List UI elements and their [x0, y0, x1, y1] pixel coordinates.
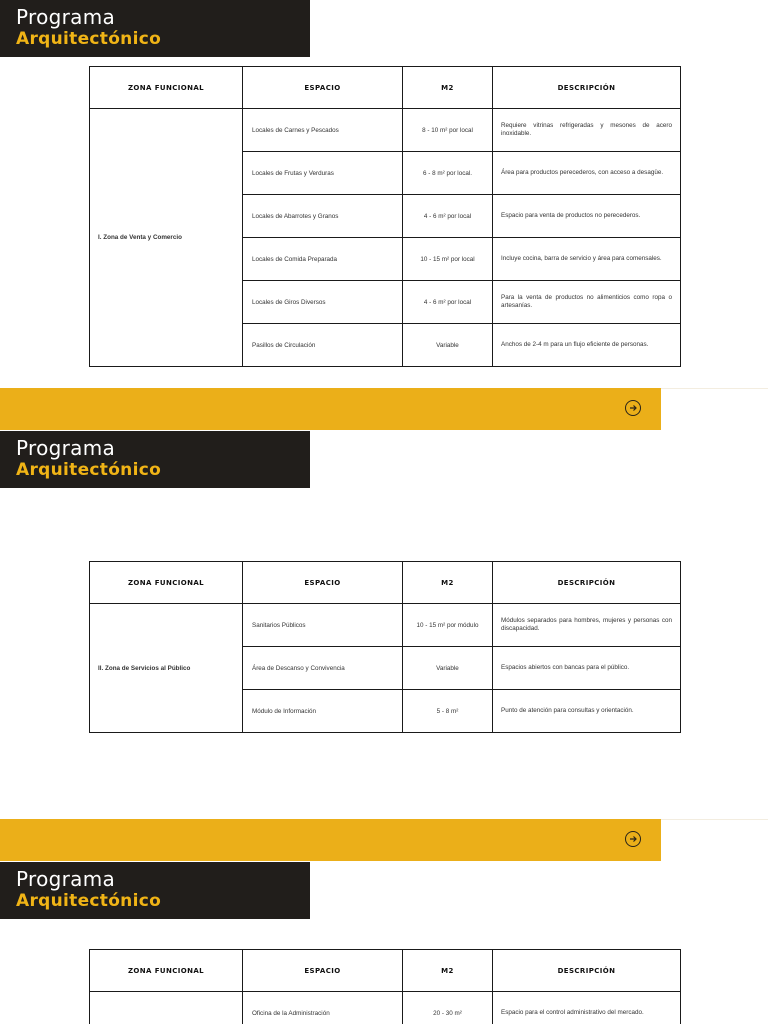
- m2-cell: 4 - 6 m² por local: [403, 195, 493, 238]
- accent-band: [0, 388, 661, 430]
- descripcion-cell: Anchos de 2-4 m para un flujo eficiente de personas.: [493, 324, 681, 367]
- espacio-cell: Locales de Frutas y Verduras: [243, 152, 403, 195]
- header-espacio: ESPACIO: [243, 950, 403, 992]
- header-descripcion: DESCRIPCIÓN: [493, 950, 681, 992]
- m2-cell: 6 - 8 m² por local.: [403, 152, 493, 195]
- descripcion-cell: Espacios abiertos con bancas para el público.: [493, 647, 681, 690]
- descripcion-cell: Incluye cocina, barra de servicio y área para comensales.: [493, 238, 681, 281]
- descripcion-cell: Requiere vitrinas refrigeradas y mesones de acero inoxidable.: [493, 109, 681, 152]
- table-header-row: [90, 67, 681, 109]
- espacio-cell: Área de Descanso y Convivencia: [243, 647, 403, 690]
- descripcion-cell: Espacio para el control administrativo del mercado.: [493, 992, 681, 1024]
- arrow-right-circle-icon[interactable]: [625, 831, 641, 847]
- table-header-row: [90, 950, 681, 992]
- header-espacio: ESPACIO: [243, 67, 403, 109]
- accent-band: [0, 819, 661, 861]
- title-line-1: Programa: [16, 436, 116, 460]
- espacio-cell: Locales de Giros Diversos: [243, 281, 403, 324]
- m2-cell: 10 - 15 m² por local: [403, 238, 493, 281]
- espacio-cell: Locales de Comida Preparada: [243, 238, 403, 281]
- m2-cell: 4 - 6 m² por local: [403, 281, 493, 324]
- m2-cell: 5 - 8 m²: [403, 690, 493, 733]
- descripcion-cell: Módulos separados para hombres, mujeres y personas con discapacidad.: [493, 604, 681, 647]
- arrow-right-circle-icon[interactable]: [625, 400, 641, 416]
- header-zona: ZONA FUNCIONAL: [90, 67, 243, 109]
- espacio-cell: Sanitarios Públicos: [243, 604, 403, 647]
- descripcion-cell: Espacio para venta de productos no perecederos.: [493, 195, 681, 238]
- m2-cell: 8 - 10 m² por local: [403, 109, 493, 152]
- descripcion-cell: Área para productos perecederos, con acceso a desagüe.: [493, 152, 681, 195]
- program-table-2: [89, 561, 681, 733]
- header-m2: M2: [403, 562, 493, 604]
- program-table-3: [89, 949, 681, 1024]
- header-zona: ZONA FUNCIONAL: [90, 950, 243, 992]
- title-line-2: Arquitectónico: [16, 29, 162, 49]
- header-descripcion: DESCRIPCIÓN: [493, 562, 681, 604]
- table-row: [90, 992, 681, 1024]
- table-row: [90, 604, 681, 647]
- espacio-cell: Locales de Abarrotes y Granos: [243, 195, 403, 238]
- header-descripcion: DESCRIPCIÓN: [493, 67, 681, 109]
- page-title-block: [0, 431, 310, 488]
- zone-cell: [90, 992, 243, 1024]
- m2-cell: Variable: [403, 647, 493, 690]
- zone-cell: I. Zona de Venta y Comercio: [90, 109, 243, 367]
- title-line-1: Programa: [16, 5, 116, 29]
- table-row: [90, 109, 681, 152]
- title-line-2: Arquitectónico: [16, 891, 162, 911]
- m2-cell: 10 - 15 m² por módulo: [403, 604, 493, 647]
- m2-cell: Variable: [403, 324, 493, 367]
- header-m2: M2: [403, 950, 493, 992]
- table-header-row: [90, 562, 681, 604]
- header-m2: M2: [403, 67, 493, 109]
- page-title-block: [0, 0, 310, 57]
- descripcion-cell: Punto de atención para consultas y orientación.: [493, 690, 681, 733]
- header-espacio: ESPACIO: [243, 562, 403, 604]
- espacio-cell: Pasillos de Circulación: [243, 324, 403, 367]
- m2-cell: 20 - 30 m²: [403, 992, 493, 1024]
- program-table-1: [89, 66, 681, 367]
- title-line-1: Programa: [16, 867, 116, 891]
- page-title-block: [0, 862, 310, 919]
- divider: [661, 388, 768, 389]
- divider: [661, 819, 768, 820]
- espacio-cell: Locales de Carnes y Pescados: [243, 109, 403, 152]
- header-zona: ZONA FUNCIONAL: [90, 562, 243, 604]
- espacio-cell: Módulo de Información: [243, 690, 403, 733]
- title-line-2: Arquitectónico: [16, 460, 162, 480]
- espacio-cell: Oficina de la Administración: [243, 992, 403, 1024]
- descripcion-cell: Para la venta de productos no alimenticios como ropa o artesanías.: [493, 281, 681, 324]
- zone-cell: II. Zona de Servicios al Público: [90, 604, 243, 733]
